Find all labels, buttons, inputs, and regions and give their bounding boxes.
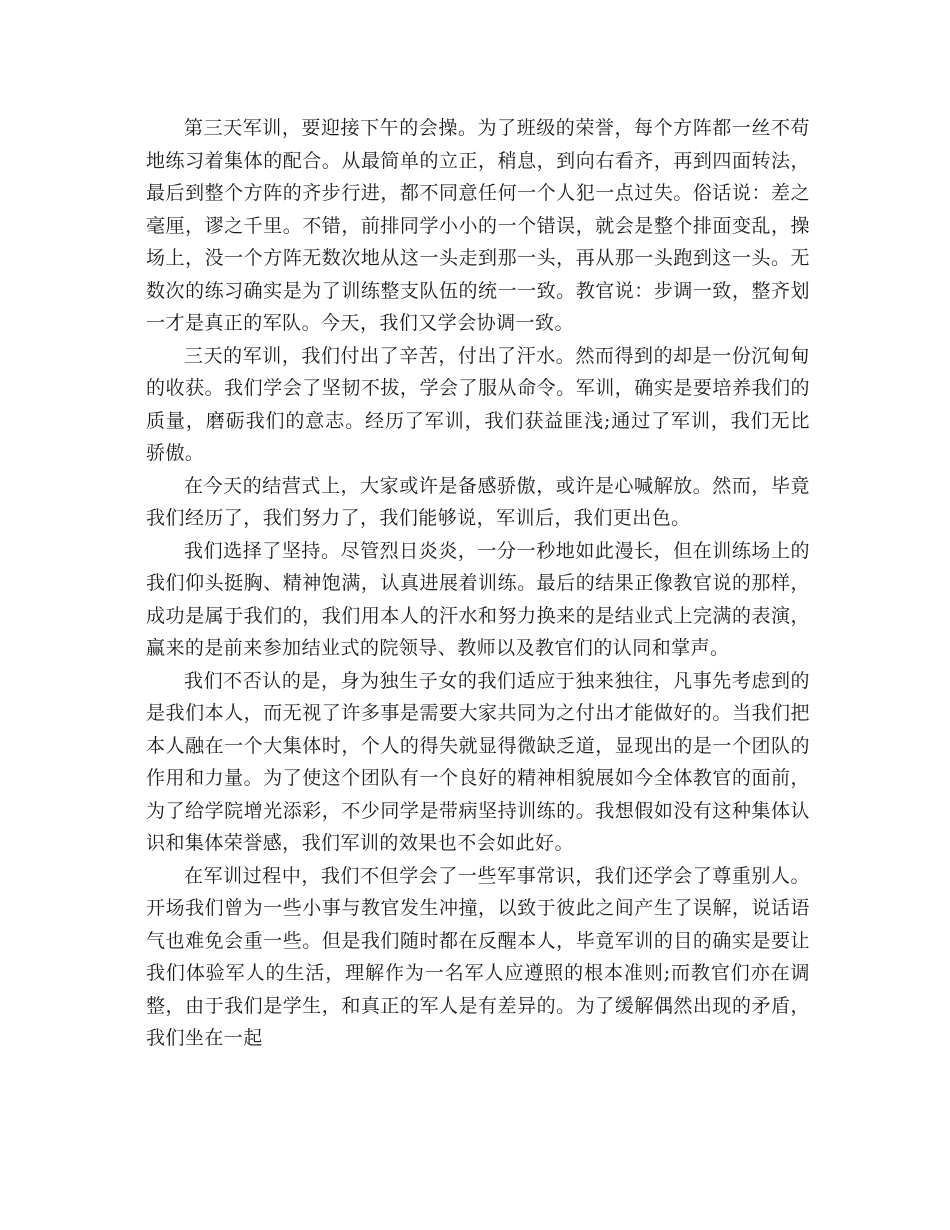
paragraph: 我们选择了坚持。尽管烈日炎炎，一分一秒地如此漫长，但在训练场上的我们仰头挺胸、精神饱满，认真进展着训练。最后的结果正像教官说的那样，成功是属于我们的，我们用本人的汗水和努力换来的是结业式上完满的表演，赢来的是前来参加结业式的院领导、教师以及教官们的认同和掌声。 bbox=[146, 539, 810, 659]
paragraph: 三天的军训，我们付出了辛苦，付出了汗水。然而得到的却是一份沉甸甸的收获。我们学会了坚韧不拔，学会了服从命令。军训，确实是要培养我们的质量，磨砺我们的意志。经历了军训，我们获益匪浅;通过了军训，我们无比骄傲。 bbox=[146, 344, 810, 464]
paragraph: 在军训过程中，我们不但学会了一些军事常识，我们还学会了尊重别人。开场我们曾为一些小事与教官发生冲撞，以致于彼此之间产生了误解，说话语气也难免会重一些。但是我们随时都在反醒本人，毕竟军训的目的确实是要让我们体验军人的生活，理解作为一名军人应遵照的根本准则;而教官们亦在调整，由于我们是学生，和真正的军人是有差异的。为了缓解偶然出现的矛盾，我们坐在一起 bbox=[146, 864, 810, 1049]
paragraph: 第三天军训，要迎接下午的会操。为了班级的荣誉，每个方阵都一丝不苟地练习着集体的配合。从最简单的立正，稍息，到向右看齐，再到四面转法，最后到整个方阵的齐步行进，都不同意任何一个人犯一点过失。俗话说：差之毫厘，谬之千里。不错，前排同学小小的一个错误，就会是整个排面变乱，操场上，没一个方阵无数次地从这一头走到那一头，再从那一头跑到这一头。无数次的练习确实是为了训练整支队伍的统一一致。教官说：步调一致，整齐划一才是真正的军队。今天，我们又学会协调一致。 bbox=[146, 117, 810, 334]
paragraph: 在今天的结营式上，大家或许是备感骄傲，或许是心喊解放。然而，毕竟我们经历了，我们努力了，我们能够说，军训后，我们更出色。 bbox=[146, 474, 810, 529]
paragraph: 我们不否认的是，身为独生子女的我们适应于独来独往，凡事先考虑到的是我们本人，而无视了许多事是需要大家共同为之付出才能做好的。当我们把本人融在一个大集体时，个人的得失就显得微缺乏道，显现出的是一个团队的作用和力量。为了使这个团队有一个良好的精神相貌展如今全体教官的面前，为了给学院增光添彩，不少同学是带病坚持训练的。我想假如没有这种集体认识和集体荣誉感，我们军训的效果也不会如此好。 bbox=[146, 669, 810, 854]
